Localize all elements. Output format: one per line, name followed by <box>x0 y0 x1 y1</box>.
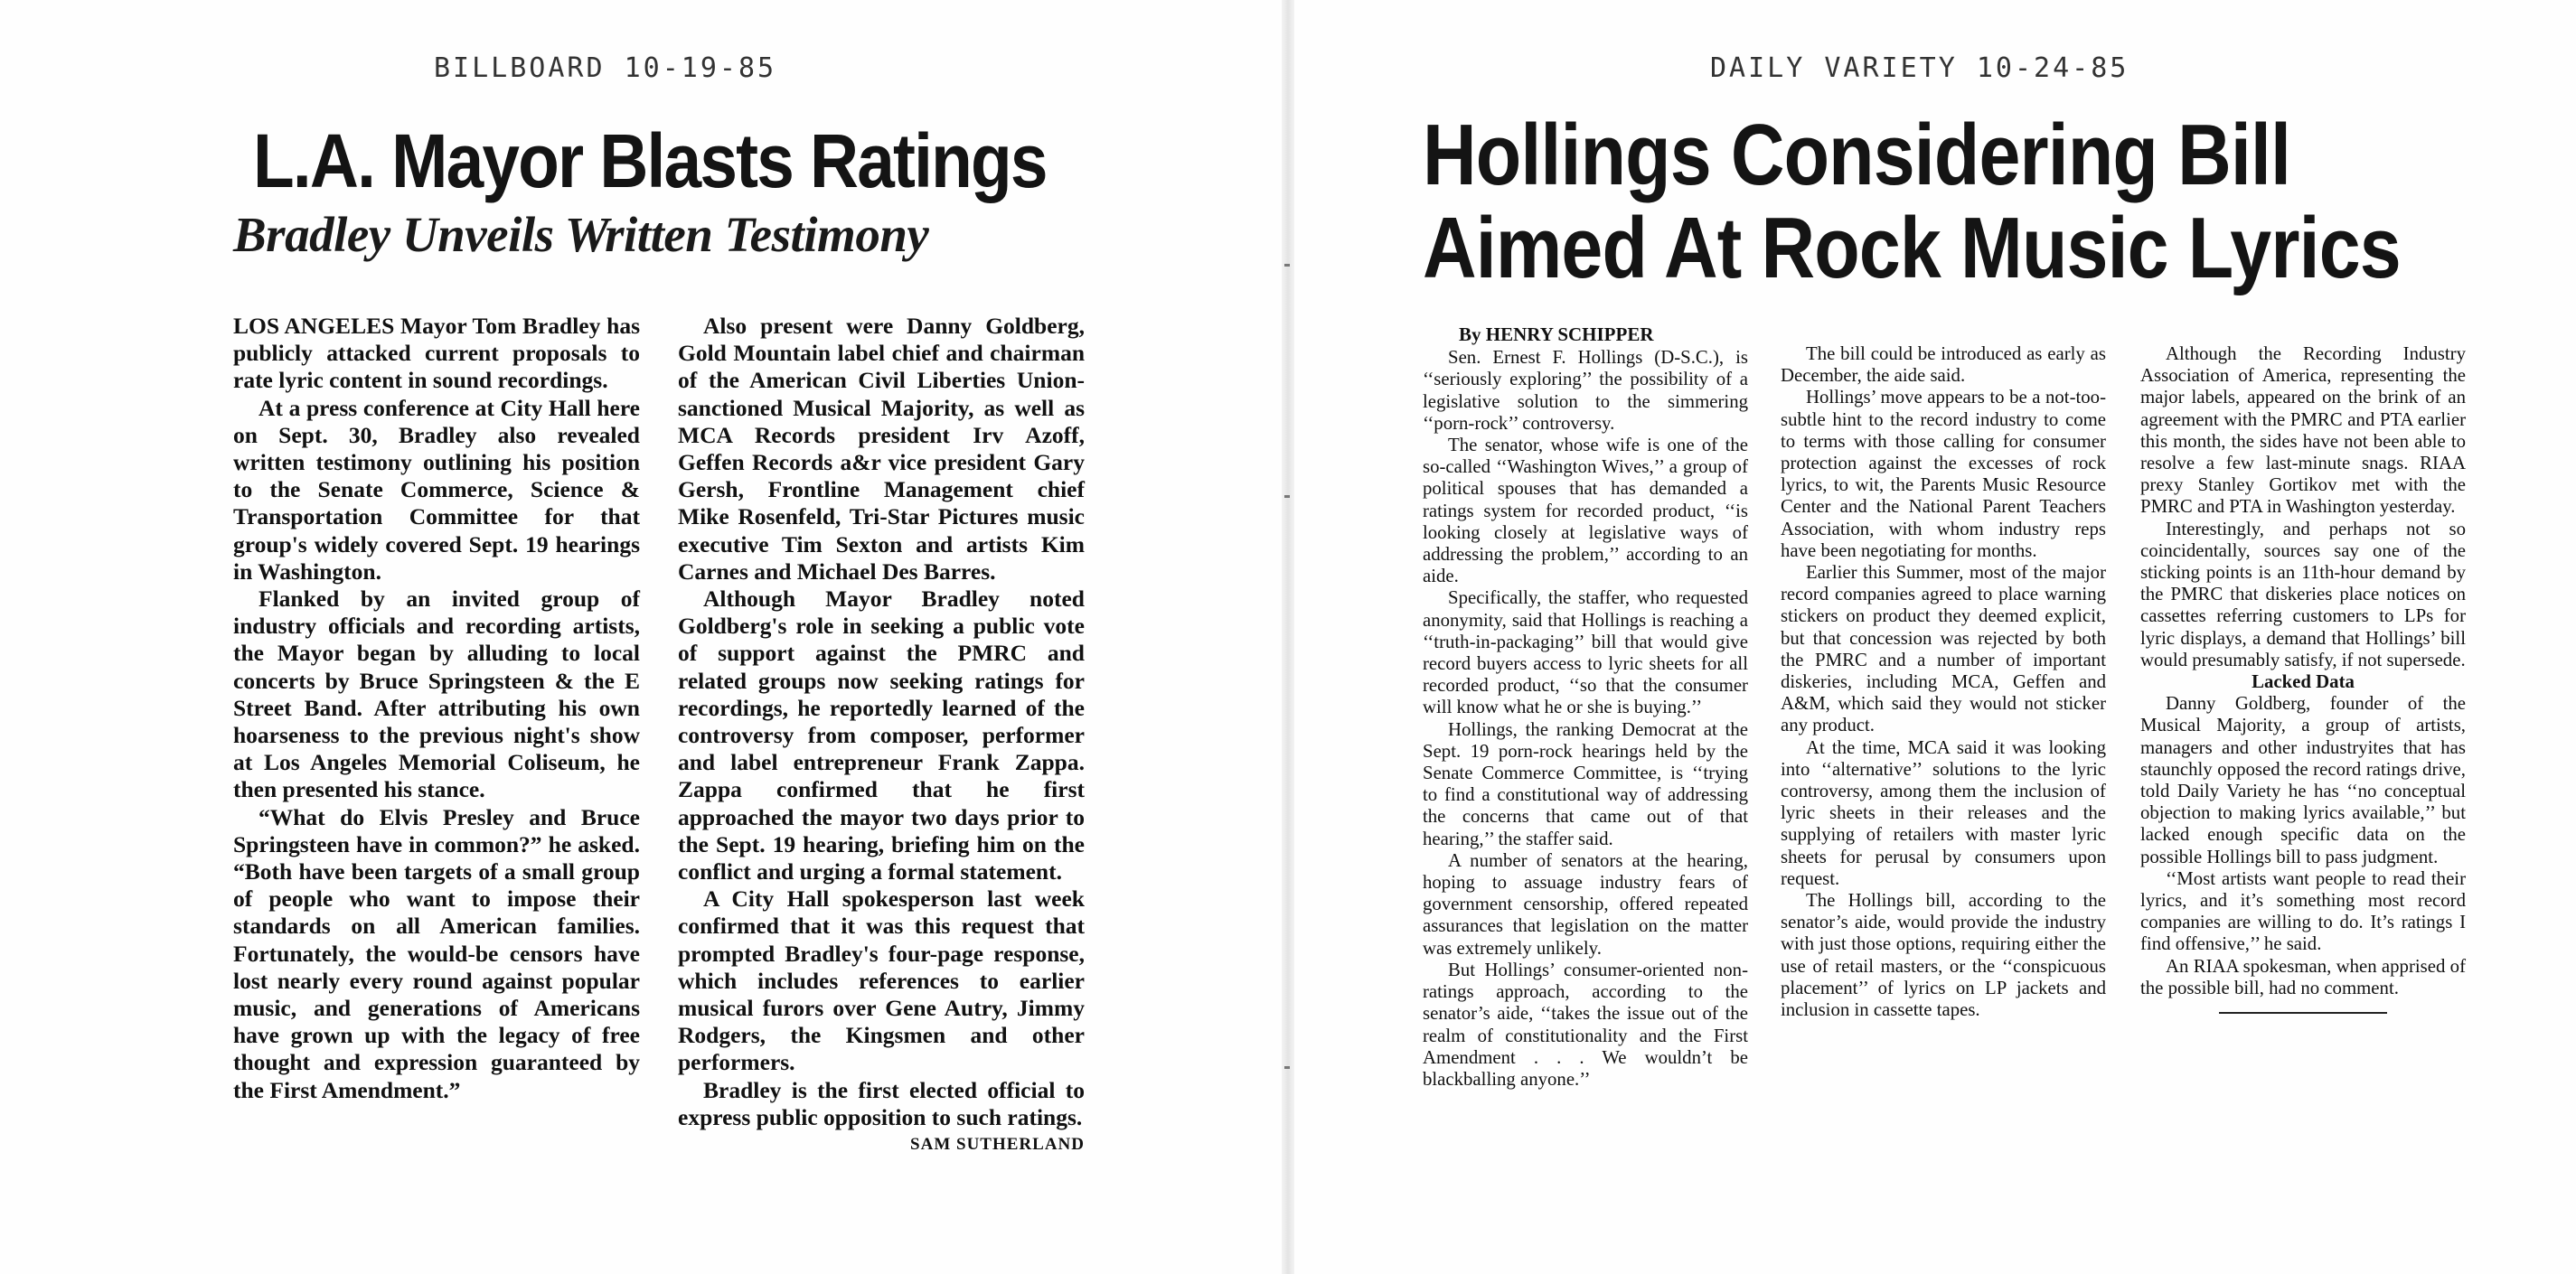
article-paragraph: Bradley is the first elected official to express public opposition to such ratings. <box>678 1076 1085 1130</box>
article-paragraph: The Hollings bill, according to the senator’s aide, would provide the industry with just those options, requiring either the use of retail masters, or the ‘‘conspicuous placement’’ of lyrics on LP jackets and inclusion in cassette tapes. <box>1781 890 2106 1021</box>
billboard-subhead: Bradley Unveils Written Testimony <box>233 207 929 262</box>
subsection-heading: Lacked Data <box>2252 671 2355 693</box>
article-paragraph: ‘‘Most artists want people to read their lyrics, and it’s something most record companies are willing to do. It’s ratings I find offensive,’’ he said. <box>2140 867 2466 955</box>
gutter-mark <box>1284 495 1290 498</box>
author-signature: SAM SUTHERLAND <box>910 1135 1085 1155</box>
article-signoff <box>678 1131 1085 1158</box>
end-rule <box>2219 1012 2387 1014</box>
article-paragraph: At a press conference at City Hall here on Sept. 30, Bradley also revealed written testimony outlining his position to the Senate Commerce, Science & Transportation Committee for that group's widely covered Sept. 19 hearings in Washington. <box>233 394 640 585</box>
article-paragraph: At the time, MCA said it was looking into ‘‘alternative’’ solutions to the lyric controversy, among them the inclusion of lyric sheets in their releases and the supplying of retailers with master lyric sheets for perusal by consumers upon request. <box>1781 736 2106 889</box>
variety-column-3 <box>2140 343 2466 1014</box>
article-paragraph: Also present were Danny Goldberg, Gold Mountain label chief and chairman of the American Civil Liberties Union-sanctioned Musical Majority, as well as MCA Records president Irv Azoff, Geffen Records a&r vice president Gary Gersh, Frontline Management chief Mike Rosenfeld, Tri-Star Pictures music executive Tim Sexton and artists Kim Carnes and Michael Des Barres. <box>678 313 1085 585</box>
article-paragraph: Specifically, the staffer, who requested anonymity, said that Hollings is reaching a ‘‘truth-in-packaging’’ bill that would give record buyers access to lyric sheets for all recorded product, ‘‘so that the consumer will know what he or she is buying.’’ <box>1423 587 1748 718</box>
article-paragraph: Although Mayor Bradley noted Goldberg's role in seeking a public vote of support against the PMRC and related groups now seeking ratings for recordings, he reportedly learned of the controversy from composer, performer and label entrepreneur Frank Zappa. Zappa confirmed that he first approached the mayor two days prior to the Sept. 19 hearing, briefing him on the conflict and urging a formal statement. <box>678 585 1085 885</box>
article-paragraph: Hollings, the ranking Democrat at the Sept. 19 porn-rock hearings held by the Senate Commerce Committee, is ‘‘trying to find a constitutional way of addressing the concerns that came out of that hearing,’’ the staffer said. <box>1423 718 1748 849</box>
variety-headline-line-2: Aimed At Rock Music Lyrics <box>1423 200 2401 296</box>
article-paragraph: But Hollings’ consumer-oriented non-ratings approach, according to the senator’s aide, ‘‘takes the issue out of the realm of constitutionality and the First Amendment . . . We wouldn’t be blackballing anyone.’’ <box>1423 959 1748 1090</box>
variety-headline-line-1: Hollings Considering Bill <box>1423 107 2291 203</box>
variety-column-2 <box>1781 343 2106 1021</box>
variety-column-1 <box>1423 323 1748 1091</box>
byline: By HENRY SCHIPPER <box>1459 323 1654 345</box>
article-paragraph: Although the Recording Industry Association of America, representing the major labels, appeared on the brink of an agreement with the PMRC and PTA earlier this month, the sides have not been able to resolve a few last-minute snags. RIAA prexy Stanley Gortikov met with the PMRC and PTA in Washington yesterday. <box>2140 343 2466 518</box>
article-paragraph: LOS ANGELES Mayor Tom Bradley has publicly attacked current proposals to rate lyric content in sound recordings. <box>233 313 640 394</box>
article-paragraph: Hollings’ move appears to be a not-too-subtle hint to the record industry to come to terms with those calling for consumer protection against the excesses of rock lyrics, to wit, the Parents Music Resource Center and the National Parent Teachers Association, with whom industry reps have been negotiating for months. <box>1781 387 2106 561</box>
page-gutter <box>1282 0 1294 1274</box>
article-paragraph: Earlier this Summer, most of the major record companies agreed to place warning stickers on product they deemed explicit, but that concession was rejected by both the PMRC and a number of important diskeries, including MCA, Geffen and A&M, which said they would not sticker any product. <box>1781 562 2106 736</box>
billboard-clipping <box>0 0 1282 1274</box>
article-paragraph: Flanked by an invited group of industry officials and recording artists, the Mayor began by alluding to local concerts by Bruce Springsteen & the E Street Band. After attributing his own hoarseness to the previous night's show at Los Angeles Memorial Coliseum, he then presented his stance. <box>233 585 640 803</box>
gutter-mark <box>1284 264 1290 267</box>
article-paragraph: An RIAA spokesman, when apprised of the possible bill, had no comment. <box>2140 955 2466 998</box>
billboard-headline: L.A. Mayor Blasts Ratings <box>253 118 1047 203</box>
billboard-column-1 <box>233 313 640 1104</box>
billboard-dateline: BILLBOARD 10-19-85 <box>434 52 777 84</box>
article-paragraph: The bill could be introduced as early as December, the aide said. <box>1781 343 2106 387</box>
article-paragraph: The senator, whose wife is one of the so-called ‘‘Washington Wives,’’ a group of political spouses that has demanded a ratings system for recorded product, ‘‘is looking closely at legislative ways of addressing the problem,’’ according to an aide. <box>1423 435 1748 587</box>
article-paragraph: Sen. Ernest F. Hollings (D-S.C.), is ‘‘seriously exploring’’ the possibility of a legislative solution to the simmering ‘‘porn-rock’’ controversy. <box>1423 347 1748 434</box>
daily-variety-clipping <box>1294 0 2576 1274</box>
billboard-column-2 <box>678 313 1085 1158</box>
article-paragraph: A City Hall spokesperson last week confirmed that it was this request that prompted Bradley's four-page response, which includes references to earlier musical furors over Gene Autry, Jimmy Rodgers, the Kingsmen and other performers. <box>678 885 1085 1076</box>
article-paragraph: A number of senators at the hearing, hoping to assuage industry fears of government censorship, offered repeated assurances that legislation on the matter was extremely unlikely. <box>1423 849 1748 959</box>
article-paragraph: Interestingly, and perhaps not so coincidentally, sources say one of the sticking points is an 11th-hour demand by the PMRC that diskeries place notices on cassettes referring customers to LPs for lyric displays, a demand that Hollings’ bill would presumably satisfy, if not supersede. <box>2140 518 2466 670</box>
article-paragraph: Danny Goldberg, founder of the Musical Majority, a group of artists, managers and other industryites that has staunchly opposed the record ratings drive, told Daily Variety he has ‘‘no conceptual objection to making lyrics available,’’ but lacked enough specific data on the possible Hollings bill to pass judgment. <box>2140 693 2466 867</box>
variety-dateline: DAILY VARIETY 10-24-85 <box>1710 52 2129 84</box>
article-paragraph: “What do Elvis Presley and Bruce Springsteen have in common?” he asked. “Both have been targets of a small group of people who want to impose their standards on all American families. Fortunately, the would-be censors have lost nearly every round against popular music, and generations of Americans have grown up with the legacy of free thought and expression guaranteed by the First Amendment.” <box>233 803 640 1103</box>
gutter-mark <box>1284 1066 1290 1069</box>
